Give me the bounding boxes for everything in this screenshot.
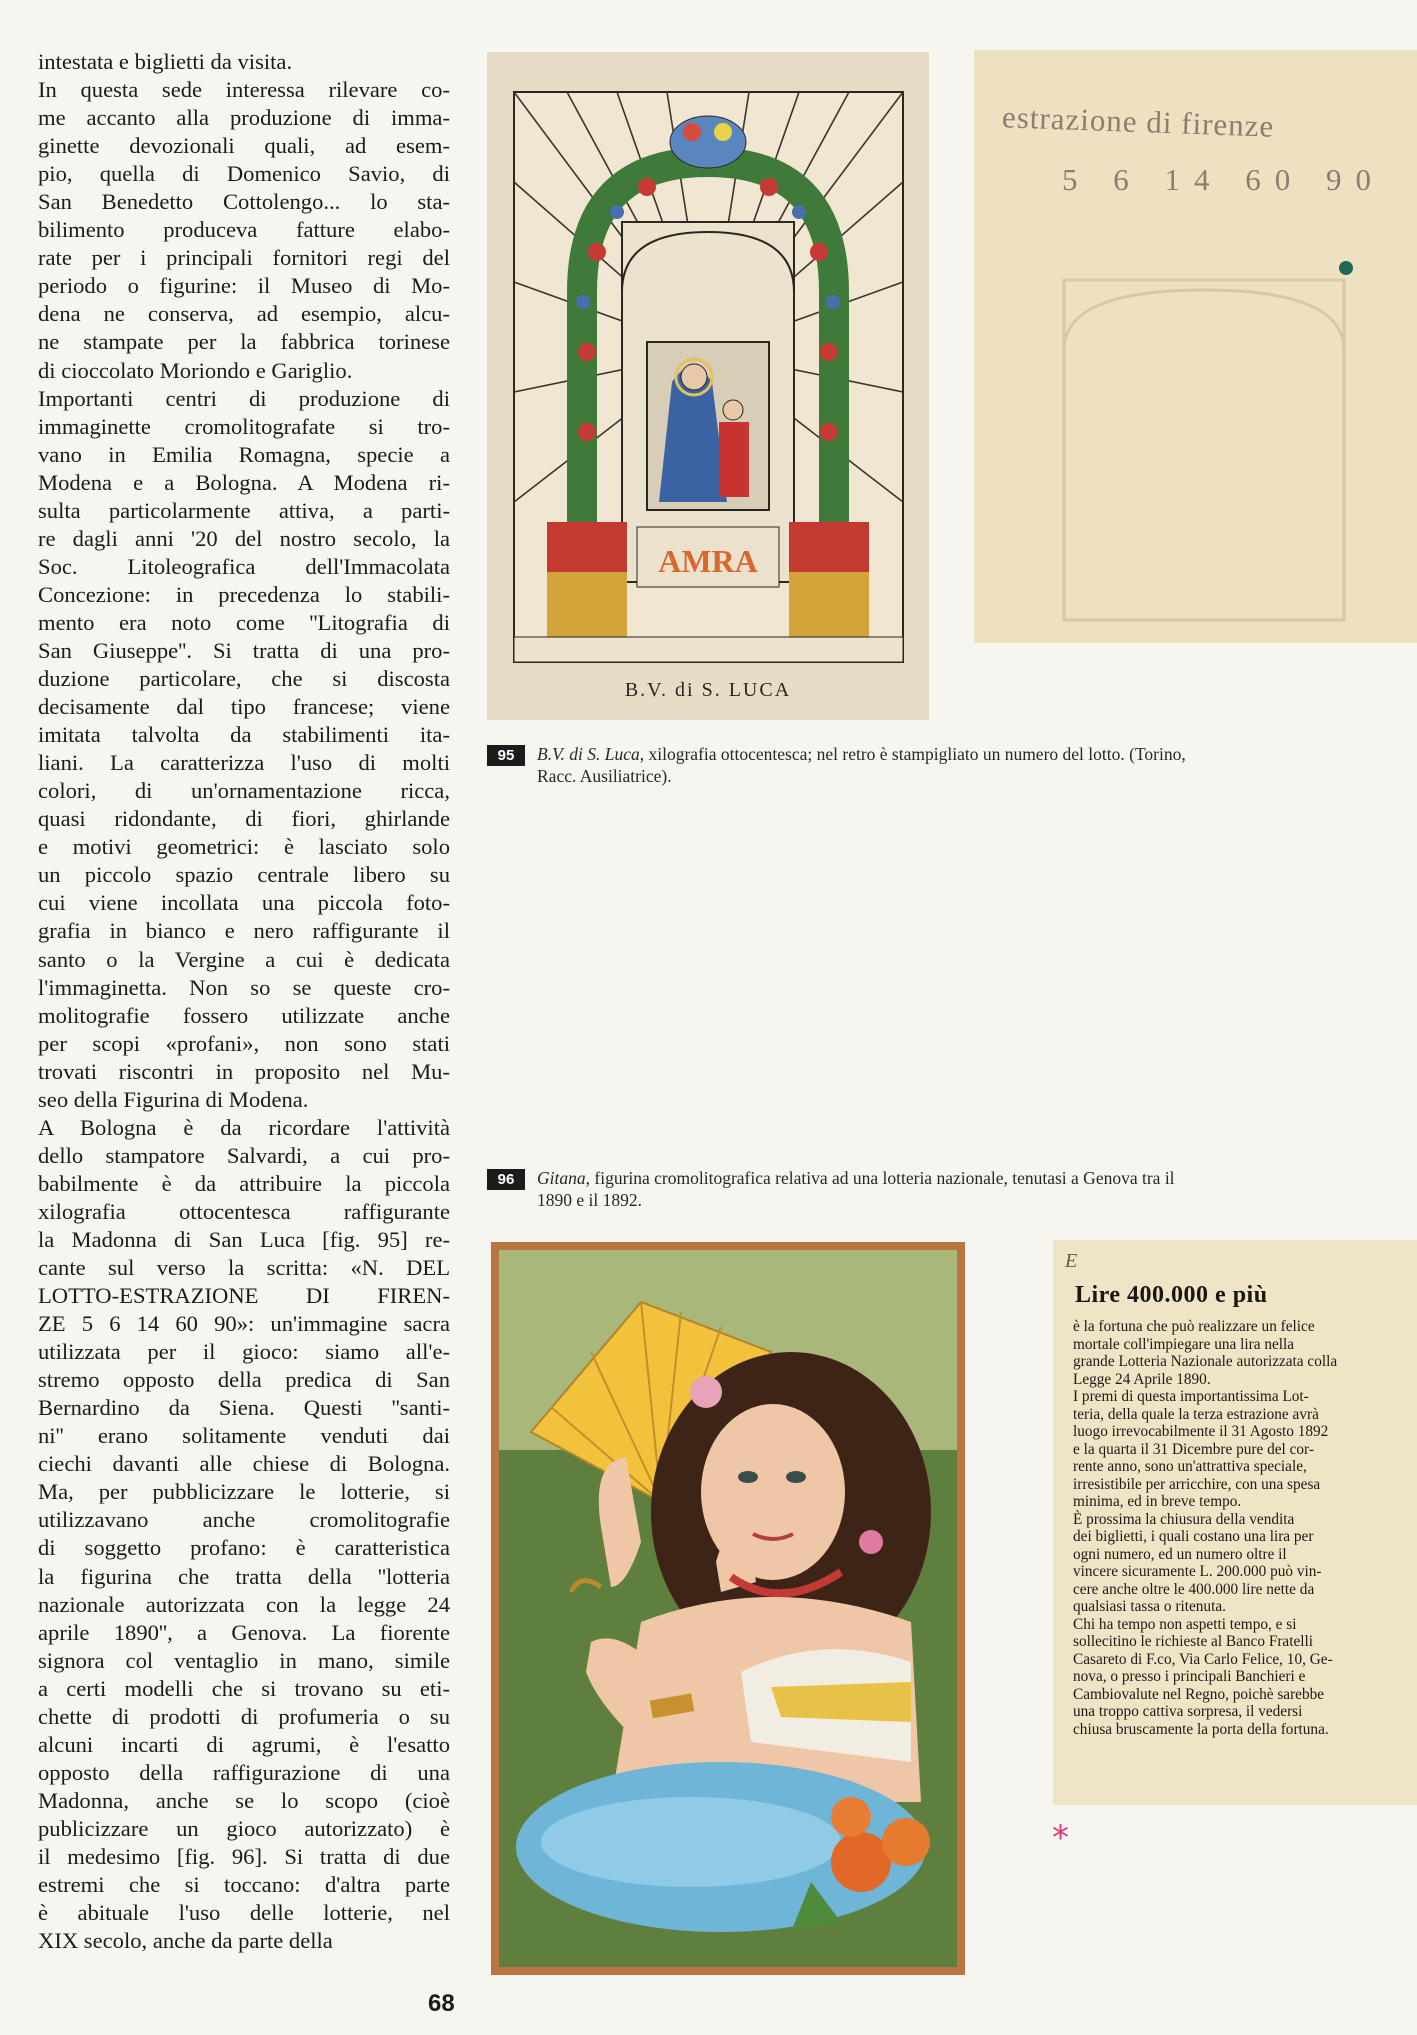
body-text-line: di cioccolato Moriondo e Gariglio. — [38, 357, 353, 383]
body-text-line: San Benedetto Cottolengo... lo sta- — [38, 189, 450, 215]
body-text-line: dena ne conserva, ad esempio, alcu- — [38, 301, 450, 327]
body-text-line: dello stampatore Salvardi, a cui pro- — [38, 1142, 450, 1168]
body-text-line: alcuni incarti di agrumi, è l'esatto — [38, 1731, 450, 1757]
caption-body: , figurina cromolitografica relativa ad una lotteria nazionale, tenutasi a Genova tra il — [585, 1168, 1175, 1188]
body-text-line: liani. La caratterizza l'uso di molti — [38, 750, 450, 776]
body-text-line: babilmente è da attribuire la piccola — [38, 1170, 450, 1196]
body-text-line: decisamente dal tipo francese; viene — [38, 694, 450, 720]
body-text-line: In questa sede interessa rilevare co- — [38, 77, 450, 103]
body-text-line: utilizzata per il gioco: siamo all'e- — [38, 1339, 450, 1365]
body-text-line: cui viene incollata una piccola foto- — [38, 890, 450, 916]
fig96-caption — [487, 1167, 1417, 1217]
body-text-line: colori, di un'ornamentazione ricca, — [38, 778, 450, 804]
body-text-line: stremo opposto della predica di San — [38, 1367, 450, 1393]
body-text-line: ne stampate per la fabbrica torinese — [38, 329, 450, 355]
body-text-line: chette di prodotti di profumeria o su — [38, 1703, 450, 1729]
body-text-line: mento era noto come ''Litografia di — [38, 609, 450, 635]
gitana-illustration — [491, 1242, 965, 1975]
body-text-line: opposto della raffigurazione di una — [38, 1759, 450, 1785]
body-text-line: e motivi geometrici: è lasciato solo — [38, 834, 450, 860]
clip-text-line: rente anno, sono un'attrattiva speciale, — [1073, 1458, 1307, 1475]
page-number: 68 — [428, 1990, 455, 2017]
body-text-line: signora col ventaglio in mano, simile — [38, 1647, 450, 1673]
lottery-advert-clipping — [1053, 1240, 1417, 1805]
madonna-woodcut-illustration — [487, 52, 929, 720]
clip-text-line: I premi di questa importantissima Lot- — [1073, 1388, 1309, 1405]
body-text-line: l'immaginetta. Non so se queste cro- — [38, 974, 450, 1000]
clip-text-line: qualsiasi tassa o ritenuta. — [1073, 1598, 1226, 1615]
body-text-line: Madonna, anche se lo scopo (cioè — [38, 1787, 450, 1813]
clip-text-line: vincere sicuramente L. 200.000 può vin- — [1073, 1563, 1322, 1580]
fig95-woodcut-front — [487, 52, 929, 720]
clip-text-line: ogni numero, ed un numero oltre il — [1073, 1545, 1287, 1563]
body-text-line: cante sul verso la scritta: «N. DEL — [38, 1255, 450, 1281]
clip-text-line: teria, della quale la terza estrazione avrà — [1073, 1405, 1319, 1423]
body-text-line: estremi che si toccano: d'altra parte — [38, 1872, 450, 1898]
body-text-line: per scopi «profani», non sono stati — [38, 1030, 450, 1056]
body-text-line: è abituale l'uso delle lotterie, nel — [38, 1900, 450, 1926]
body-text-line: ZE 5 6 14 60 90»: un'immagine sacra — [38, 1311, 450, 1337]
clip-text-line: è la fortuna che può realizzare un felice — [1073, 1318, 1315, 1335]
clip-text-line: È prossima la chiusura della vendita — [1073, 1510, 1295, 1528]
body-text-line: bilimento produceva fatture elabo- — [38, 217, 450, 243]
body-text-line: XIX secolo, anche da parte della — [38, 1928, 333, 1954]
lottery-stamp-text: estrazione di firenze — [1001, 99, 1275, 144]
body-text-line: nazionale autorizzata con la legge 24 — [38, 1591, 450, 1617]
body-text-line: un piccolo spazio centrale libero su — [38, 862, 450, 888]
body-text-line: imitata talvolta da stabilimenti ita- — [38, 722, 450, 748]
body-text-line: di soggetto profano: è caratteristica — [38, 1535, 450, 1561]
body-text-line: vano in Emilia Romagna, specie a — [38, 441, 450, 467]
clip-text-line: grande Lotteria Nazionale autorizzata colla — [1073, 1353, 1338, 1370]
body-text-line: molitografie fossero utilizzate anche — [38, 1002, 450, 1028]
body-text-line: utilizzavano anche cromolitografie — [38, 1507, 450, 1533]
figure-number-badge: 96 — [487, 1169, 525, 1190]
caption-title: B.V. di S. Luca — [537, 744, 640, 764]
body-text-line: Modena e a Bologna. A Modena ri- — [38, 469, 450, 495]
clip-text-line: luogo irrevocabilmente il 31 Agosto 1892 — [1073, 1423, 1329, 1440]
body-text-line: xilografia ottocentesca raffigurante — [38, 1198, 450, 1224]
fig95-caption — [487, 743, 1417, 793]
caption-title: Gitana — [537, 1168, 586, 1188]
caption-body: , xilografia ottocentesca; nel retro è stampigliato un numero del lotto. (Torino, — [639, 744, 1186, 764]
body-text-line: LOTTO-ESTRAZIONE DI FIREN- — [38, 1283, 450, 1309]
body-text-line: intestata e biglietti da visita. — [38, 49, 293, 74]
body-text-line: A Bologna è da ricordare l'attività — [38, 1114, 450, 1140]
clip-text-line: Cambiovalute nel Regno, poichè sarebbe — [1073, 1685, 1325, 1703]
clip-text-line: sollecitino le richieste al Banco Fratelli — [1073, 1633, 1313, 1650]
lottery-stamp-numbers: 5 6 14 60 90 — [1062, 162, 1385, 197]
body-text-line: ni'' erano solitamente venduti dai — [38, 1423, 450, 1449]
fig96-gitana-card — [491, 1242, 965, 1975]
clip-text-line: dei biglietti, i quali costano una lira per — [1073, 1528, 1314, 1545]
body-text-line: re dagli anni '20 del nostro secolo, la — [38, 525, 450, 551]
body-text-line: a certi modelli che si trovano su eti- — [38, 1675, 450, 1701]
body-text-line: publicizzare un gioco autorizzato) è — [38, 1815, 450, 1841]
clip-text-line: una troppo cattiva sorpresa, il vedersi — [1073, 1703, 1303, 1720]
body-text-line: la Madonna di San Luca [fig. 95] re- — [38, 1226, 450, 1252]
body-text-column — [38, 48, 450, 1955]
body-text-line: me accanto alla produzione di imma- — [38, 105, 450, 131]
body-text-line: Bernardino da Siena. Questi ''santi- — [38, 1395, 450, 1421]
caption-body-2: 1890 e il 1892. — [537, 1190, 642, 1210]
clip-mark: E — [1065, 1250, 1078, 1272]
body-text-line: pio, quella di Domenico Savio, di — [38, 161, 450, 187]
clip-text-line: nova, o presso i principali Banchieri e — [1073, 1668, 1306, 1685]
print-label: B.V. di S. LUCA — [624, 679, 792, 701]
clip-text-line: irresistibile per arricchire, con una spesa — [1073, 1475, 1321, 1493]
caption-body-2: Racc. Ausiliatrice). — [537, 766, 672, 786]
body-text-line: rate per i principali fornitori regi del — [38, 245, 450, 271]
clip-text-line: Casareto di F.co, Via Carlo Felice, 10, Ge- — [1073, 1650, 1333, 1668]
body-text-line: San Giuseppe''. Si tratta di una pro- — [38, 637, 450, 663]
figure-number-badge: 95 — [487, 745, 525, 766]
body-text-line: il medesimo [fig. 96]. Si tratta di due — [38, 1844, 450, 1869]
body-text-line: ciechi davanti alle chiese di Bologna. — [38, 1451, 450, 1477]
body-text-line: grafia in bianco e nero raffigurante il — [38, 918, 450, 944]
clip-text-line: e la quarta il 31 Dicembre pure del cor- — [1073, 1440, 1314, 1458]
body-text-line: duzione particolare, che si discosta — [38, 666, 450, 692]
clip-text-line: cere anche oltre le 400.000 lire nette da — [1073, 1580, 1315, 1598]
body-text-line: seo della Figurina di Modena. — [38, 1086, 309, 1112]
body-text-line: la figurina che tratta della ''lotteria — [38, 1563, 450, 1589]
body-text-line: aprile 1890'', a Genova. La fiorente — [38, 1619, 450, 1645]
body-text-line: Importanti centri di produzione di — [38, 385, 450, 411]
clip-text-line: Legge 24 Aprile 1890. — [1073, 1370, 1211, 1388]
body-text-line: sulta particolarmente attiva, a parti- — [38, 497, 450, 523]
body-text-line: ginette devozionali quali, ad esem- — [38, 133, 450, 159]
clip-text-line: Chi ha tempo non aspetti tempo, e si — [1073, 1615, 1297, 1633]
clip-title: Lire 400.000 e più — [1075, 1282, 1268, 1308]
body-text-line: trovati riscontri in proposito nel Mu- — [38, 1058, 450, 1084]
monogram-text: AMRA — [658, 543, 758, 579]
caption-text — [537, 1167, 1397, 1211]
body-text-line: quasi ridondante, di fiori, ghirlande — [38, 806, 450, 832]
asterisk-mark: * — [1052, 1818, 1069, 1858]
body-text-line: immaginette cromolitografate si tro- — [38, 413, 450, 439]
clip-text-line: chiusa bruscamente la porta della fortuna. — [1073, 1720, 1329, 1738]
body-text-line: periodo o figurine: il Museo di Mo- — [38, 273, 450, 299]
clip-text-line: minima, ed in breve tempo. — [1073, 1493, 1242, 1510]
clip-body — [1073, 1318, 1417, 1738]
body-text-line: Soc. Litoleografica dell'Immacolata — [38, 553, 450, 579]
caption-text — [537, 743, 1397, 787]
body-text-line: Ma, per pubblicizzare le lotterie, si — [38, 1479, 450, 1505]
clip-text-line: mortale coll'impiegare una lira nella — [1073, 1335, 1295, 1353]
body-text-line: Concezione: in precedenza lo stabili- — [38, 581, 450, 607]
body-text-line: santo o la Vergine a cui è dedicata — [38, 946, 450, 972]
